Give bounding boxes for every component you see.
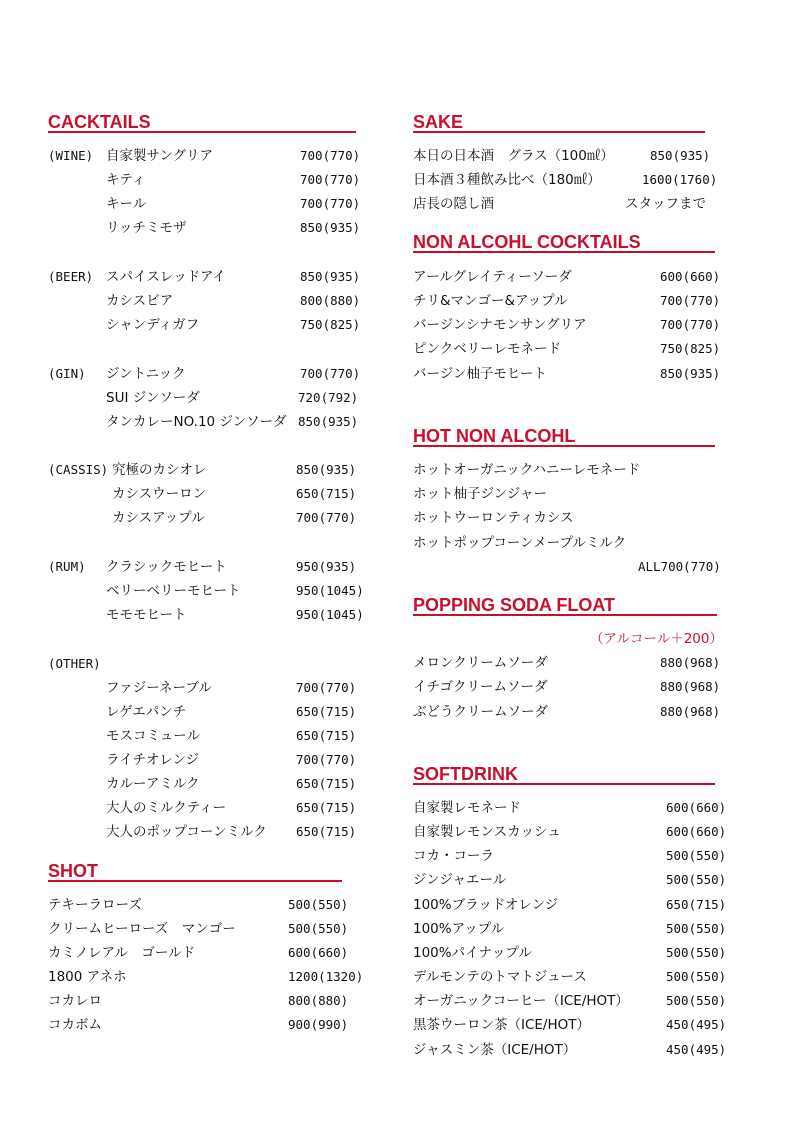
menu-item-price: 1200(1320) (288, 969, 364, 984)
menu-item-name: 日本酒３種飲み比べ（180㎖） (413, 172, 601, 188)
menu-item-price: 880(968) (660, 655, 721, 670)
menu-item-price: 700(770) (660, 317, 721, 332)
menu-item-name: 究極のカシオレ (112, 462, 207, 478)
category-label-cassis: (CASSIS) (48, 462, 109, 477)
menu-item-name: ホットオーガニックハニーレモネード (413, 462, 641, 478)
menu-item-name: 100%アップル (413, 921, 505, 937)
section-title-hot-non-alcohol: HOT NON ALCOHL (413, 426, 576, 446)
menu-item-price: 800(880) (300, 293, 361, 308)
menu-item-price: 850(935) (298, 414, 359, 429)
menu-item-name: メロンクリームソーダ (413, 655, 548, 671)
menu-item-price: 900(990) (288, 1017, 349, 1032)
menu-item-name: リッチミモザ (106, 220, 187, 236)
section-title-non-alcohol-cocktails: NON ALCOHL COCKTAILS (413, 232, 641, 252)
menu-item-name: ぶどうクリームソーダ (413, 704, 548, 720)
menu-item-price: 650(715) (296, 776, 357, 791)
menu-item-price: 700(770) (296, 510, 357, 525)
menu-item-price: 500(550) (666, 848, 727, 863)
menu-item-name: コカレロ (48, 993, 102, 1009)
menu-item-name: シャンディガフ (106, 317, 200, 333)
menu-item-price: 880(968) (660, 679, 721, 694)
menu-item-price: 720(792) (298, 390, 359, 405)
menu-item-name: ライチオレンジ (106, 752, 200, 768)
menu-item-price: 800(880) (288, 993, 349, 1008)
menu-item-name: カシスアップル (112, 510, 205, 526)
menu-item-price: 500(550) (666, 921, 727, 936)
category-label-other: (OTHER) (48, 656, 101, 671)
menu-item-price: 500(550) (666, 872, 727, 887)
menu-item-name: チリ&マンゴー&アップル (413, 293, 568, 309)
category-label-beer: (BEER) (48, 269, 94, 284)
menu-item-name: ホット柚子ジンジャー (413, 486, 548, 502)
menu-item-price: 750(825) (300, 317, 361, 332)
menu-item-name: スパイスレッドアイ (106, 269, 226, 285)
category-label-rum: (RUM) (48, 559, 86, 574)
menu-item-price: 500(550) (666, 945, 727, 960)
menu-item-price: 500(550) (666, 993, 727, 1008)
category-label-wine: (WINE) (48, 148, 94, 163)
menu-item-price: 700(770) (300, 196, 361, 211)
menu-item-price: 650(715) (296, 800, 357, 815)
section-underline (48, 880, 342, 882)
menu-item-name: 100%ブラッドオレンジ (413, 897, 559, 913)
menu-item-name: クラシックモヒート (106, 559, 227, 575)
menu-item-name: 大人のポップコーンミルク (106, 824, 267, 840)
menu-item-price: 600(660) (666, 800, 727, 815)
menu-item-price: 750(825) (660, 341, 721, 356)
menu-item-price: 700(770) (660, 293, 721, 308)
section-underline (413, 445, 715, 447)
menu-item-name: 本日の日本酒 グラス（100㎖） (413, 148, 614, 164)
menu-item-name: ホットウーロンティカシス (413, 510, 574, 526)
menu-item-name: SUI ジンソーダ (106, 390, 200, 406)
alcohol-option-note: （アルコール＋200） (590, 631, 723, 647)
menu-item-price: 850(935) (660, 366, 721, 381)
menu-item-price: 600(660) (288, 945, 349, 960)
menu-item-price: 700(770) (296, 680, 357, 695)
menu-item-name: 自家製レモンスカッシュ (413, 824, 561, 840)
menu-item-price: 650(715) (296, 486, 357, 501)
menu-item-name: 100%パイナップル (413, 945, 532, 961)
menu-item-name: カシスウーロン (112, 486, 207, 502)
menu-item-price: 450(495) (666, 1042, 727, 1057)
menu-item-price: 450(495) (666, 1017, 727, 1032)
menu-item-price: 650(715) (296, 728, 357, 743)
menu-item-price: 850(935) (300, 269, 361, 284)
menu-item-name: ベリーベリーモヒート (106, 583, 241, 599)
menu-item-price: 700(770) (300, 366, 361, 381)
menu-item-name: 自家製サングリア (106, 148, 214, 164)
menu-item-name: コカボム (48, 1017, 102, 1033)
menu-item-name: レゲエパンチ (106, 704, 187, 720)
menu-item-name: カミノレアル ゴールド (48, 945, 196, 961)
section-title-sake: SAKE (413, 112, 464, 132)
menu-item-price: 500(550) (288, 921, 349, 936)
menu-item-name: テキーラローズ (48, 897, 142, 913)
category-label-gin: (GIN) (48, 366, 86, 381)
menu-item-price: 850(935) (300, 220, 361, 235)
menu-item-name: 大人のミルクティー (106, 800, 227, 816)
menu-item-price: 650(715) (296, 824, 357, 839)
menu-item-price: 700(770) (300, 172, 361, 187)
menu-item-name: 1800 アネホ (48, 969, 127, 985)
menu-item-name: キティ (106, 172, 146, 188)
section-underline (413, 251, 715, 253)
menu-item-name: オーガニックコーヒー（ICE/HOT） (413, 993, 629, 1009)
menu-item-name: 自家製レモネード (413, 800, 521, 816)
menu-item-price: 600(660) (666, 824, 727, 839)
menu-item-name: 店長の隠し酒 (413, 196, 494, 212)
section-title-softdrink: SOFTDRINK (413, 764, 518, 784)
menu-item-price: 950(935) (296, 559, 357, 574)
menu-item-name: ファジーネーブル (106, 680, 212, 696)
menu-item-name: タンカレーNO.10 ジンソーダ (106, 414, 287, 430)
section-title-popping-soda-float: POPPING SODA FLOAT (413, 595, 616, 615)
menu-item-price: 950(1045) (296, 583, 364, 598)
menu-item-name: ジャスミン茶（ICE/HOT） (413, 1042, 577, 1058)
section-underline (413, 783, 715, 785)
menu-item-name: カルーアミルク (106, 776, 200, 792)
menu-item-name: 黒茶ウーロン茶（ICE/HOT） (413, 1017, 591, 1033)
menu-item-price: 700(770) (296, 752, 357, 767)
menu-item-name: アールグレイティーソーダ (413, 269, 572, 285)
all-price: ALL700(770) (638, 559, 721, 574)
menu-item-price: 650(715) (666, 897, 727, 912)
menu-item-price: 650(715) (296, 704, 357, 719)
menu-item-name: イチゴクリームソーダ (413, 679, 548, 695)
section-underline (48, 131, 356, 133)
menu-item-price: 600(660) (660, 269, 721, 284)
menu-item-name: コカ・コーラ (413, 848, 494, 864)
menu-item-name: モスコミュール (106, 728, 200, 744)
section-title-shot: SHOT (48, 861, 99, 881)
menu-item-price: 500(550) (288, 897, 349, 912)
menu-item-price: 700(770) (300, 148, 361, 163)
menu-item-name: バージン柚子モヒート (413, 366, 547, 382)
menu-item-name: ジンジャエール (413, 872, 507, 888)
menu-item-name: ジントニック (106, 366, 186, 382)
menu-item-price: 880(968) (660, 704, 721, 719)
menu-item-price: 950(1045) (296, 607, 364, 622)
section-underline (413, 614, 717, 616)
menu-item-price: 850(935) (650, 148, 711, 163)
menu-item-price: 1600(1760) (642, 172, 718, 187)
menu-item-name: バージンシナモンサングリア (413, 317, 587, 333)
menu-item-name: クリームヒーローズ マンゴー (48, 921, 236, 937)
menu-item-name: モモモヒート (106, 607, 187, 623)
section-underline (413, 131, 705, 133)
section-title-cocktails: CACKTAILS (48, 112, 151, 132)
menu-item-price: 500(550) (666, 969, 727, 984)
menu-item-name: ホットポップコーンメープルミルク (413, 535, 627, 551)
menu-item-name: デルモンテのトマトジュース (413, 969, 587, 985)
menu-item-name: ピンクベリーレモネード (413, 341, 561, 357)
menu-item-price: スタッフまで (625, 196, 706, 212)
menu-item-name: カシスビア (106, 293, 174, 309)
menu-item-name: キール (106, 196, 147, 212)
menu-item-price: 850(935) (296, 462, 357, 477)
